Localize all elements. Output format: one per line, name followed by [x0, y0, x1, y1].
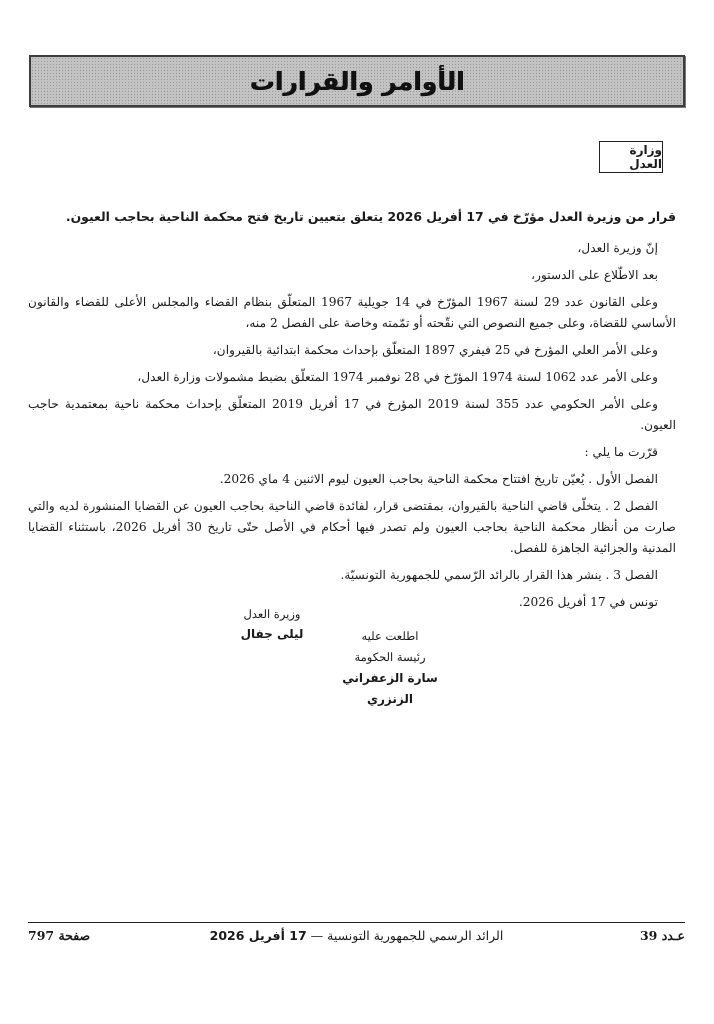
- footer-divider: [28, 922, 685, 923]
- section-title: الأوامر والقرارات: [249, 66, 465, 96]
- page-number: صفحة 797: [28, 928, 91, 943]
- place-date: تونس في 17 أفريل 2026.: [518, 595, 658, 609]
- ministry-label: وزارة العدل: [629, 143, 662, 171]
- publication-line: [28, 928, 685, 943]
- publication-date: 17 أفريل 2026: [209, 928, 307, 943]
- preamble-constitution: بعد الاطّلاع على الدستور،: [531, 268, 658, 282]
- article-3: الفصل 3 . ينشر هذا القرار بالرائد الرّسمي للجمهورية التونسيّة.: [340, 568, 658, 582]
- minister-name: ليلى جفال: [240, 627, 304, 641]
- preamble-decree-2019: وعلى الأمر الحكومي عدد 355 لسنة 2019 المؤرخ في 17 أفريل 2019 المتعلّق بإحداث محكمة ناحية بمعتمدية حاجب العيون.: [28, 397, 676, 432]
- prime-minister-signature: [330, 626, 450, 710]
- minister-signature: [232, 604, 312, 644]
- issue-number: عـدد 39: [639, 928, 685, 943]
- preamble-decree-1897: وعلى الأمر العلي المؤرخ في 25 فيفري 1897 المتعلّق بإحداث محكمة ابتدائية بالقيروان،: [212, 343, 658, 357]
- decision-title: قرار من وزيرة العدل مؤرّخ في 17 أفريل 2026 يتعلق بتعيين تاريخ فتح محكمة الناحية بحاجب العيون.: [65, 209, 676, 224]
- seen-by-label: اطلعت عليه: [361, 629, 419, 643]
- decides-label: قرّرت ما يلي :: [584, 445, 658, 459]
- article-1: الفصل الأول . يُعيّن تاريخ افتتاح محكمة الناحية بحاجب العيون ليوم الاثنين 4 ماي 2026.: [219, 472, 658, 486]
- preamble-issuer: إنّ وزيرة العدل،: [577, 241, 658, 255]
- minister-title: وزيرة العدل: [243, 607, 301, 621]
- article-2: الفصل 2 . يتخلّى قاضي الناحية بالقيروان، بمقتضى قرار، لفائدة قاضي الناحية بحاجب العيون عن القضايا المنشورة لديه والتي صارت من أنظار محكمة الناحية بحاجب العيون ولم تصدر فيها أحكام في الأصل حتّى تاريخ 30 أفريل 2026، باستثناء القضايا المدنية والجزائية الجاهزة للفصل.: [28, 499, 676, 555]
- page-footer: [28, 928, 685, 950]
- preamble-decree-1974: وعلى الأمر عدد 1062 لسنة 1974 المؤرّخ في 28 نوفمبر 1974 المتعلّق بضبط مشمولات وزارة العدل،: [137, 370, 658, 384]
- preamble-law-1967: وعلى القانون عدد 29 لسنة 1967 المؤرّخ في 14 جويلية 1967 المتعلّق بنظام القضاء والمجلس الأعلى للقضاء والقانون الأساسي للقضاة، وعلى جميع النصوص التي نقّحته أو تمّمته وخاصة على الفصل 2 منه،: [28, 295, 676, 330]
- pm-name: سارة الزعفراني الزنزري: [342, 671, 438, 706]
- pm-title: رئيسة الحكومة: [354, 650, 426, 664]
- ministry-label-box: [599, 141, 663, 173]
- decision-body: [28, 206, 676, 619]
- publication-name: الرائد الرسمي للجمهورية التونسية —: [310, 928, 504, 943]
- section-header-banner: [29, 55, 685, 107]
